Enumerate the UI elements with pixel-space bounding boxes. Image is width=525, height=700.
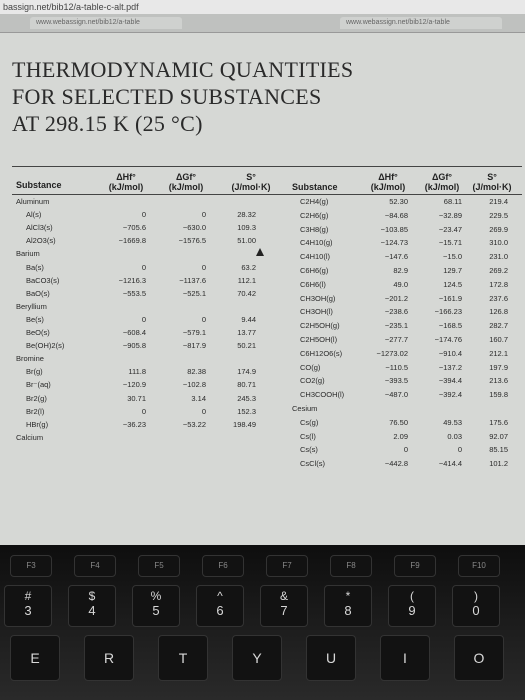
row-S: 229.5 xyxy=(489,210,508,220)
row-S: 13.77 xyxy=(237,328,256,337)
row-substance: C6H6(l) xyxy=(300,279,326,289)
row-substance: C4H10(g) xyxy=(300,238,333,248)
key-digit: 6 xyxy=(216,603,224,618)
row-substance: BeO(s) xyxy=(26,328,50,337)
row-substance: Be(s) xyxy=(26,314,44,324)
row-substance: Barium xyxy=(16,249,40,259)
row-dH: −393.5 xyxy=(384,376,408,386)
row-S: 159.8 xyxy=(489,390,508,400)
number-key[interactable] xyxy=(68,585,116,627)
key-digit: 5 xyxy=(152,603,160,618)
row-dH: 0 xyxy=(403,445,408,455)
row-substance: CH3COOH(l) xyxy=(300,390,345,400)
row-dH: 0 xyxy=(141,314,146,324)
title-line: AT 298.15 K (25 °C) xyxy=(12,111,203,136)
row-dH: −110.5 xyxy=(385,362,408,372)
row-dH: 0 xyxy=(141,210,146,220)
row-substance: CsCl(s) xyxy=(300,459,325,469)
row-dG: −1137.6 xyxy=(179,275,206,285)
row-substance: Ba(s) xyxy=(26,262,44,272)
letter-key[interactable]: T xyxy=(158,635,208,681)
row-dG: −166.23 xyxy=(434,307,462,317)
tab-bar xyxy=(0,14,525,33)
header-dH: ΔHf° xyxy=(116,172,136,182)
row-dH: −36.23 xyxy=(122,419,146,429)
table-top-rule xyxy=(12,166,522,167)
key-digit: 8 xyxy=(344,603,352,618)
header-S: S° xyxy=(246,172,256,182)
row-substance: Br2(g) xyxy=(26,393,47,403)
row-dG: −174.76 xyxy=(434,335,462,344)
row-S: 197.9 xyxy=(489,362,508,372)
key-symbol: ) xyxy=(474,589,478,603)
row-substance: HBr(g) xyxy=(26,419,49,429)
header-S-unit: (J/mol·K) xyxy=(231,182,271,192)
row-dG: 0 xyxy=(201,314,206,324)
key-symbol: $ xyxy=(88,589,96,603)
row-dH: −238.6 xyxy=(384,307,408,317)
table-header-rule xyxy=(12,194,522,195)
row-dH: −487.0 xyxy=(384,390,408,400)
row-substance: CH3OH(l) xyxy=(300,307,333,317)
row-dH: 0 xyxy=(141,262,146,272)
row-dH: −120.9 xyxy=(122,380,146,390)
row-dH: −1273.02 xyxy=(376,348,408,358)
row-dG: 0 xyxy=(201,210,206,220)
row-S: 80.71 xyxy=(237,380,256,390)
function-key[interactable]: F9 xyxy=(394,555,436,577)
row-S: 92.07 xyxy=(489,431,508,441)
row-dH: −1216.3 xyxy=(118,275,146,285)
function-key[interactable]: F5 xyxy=(138,555,180,577)
row-substance: Be(OH)2(s) xyxy=(26,341,65,351)
row-substance: C6H6(g) xyxy=(300,266,329,275)
row-substance: BaCO3(s) xyxy=(26,275,60,285)
page-title xyxy=(12,56,353,137)
row-S: 245.3 xyxy=(237,393,256,403)
header-dH-right: ΔHf° xyxy=(378,172,398,182)
function-key[interactable]: F8 xyxy=(330,555,372,577)
key-symbol: * xyxy=(345,589,351,603)
row-substance: Br(g) xyxy=(26,367,43,377)
browser-tab[interactable]: www.webassign.net/bib12/a-table xyxy=(340,17,502,29)
header-dH-unit-right: (kJ/mol) xyxy=(370,182,406,192)
row-dG: 49.53 xyxy=(443,417,462,427)
key-digit: 4 xyxy=(88,603,96,618)
key-symbol: ^ xyxy=(217,589,223,603)
key-symbol: # xyxy=(24,589,32,603)
row-S: 63.2 xyxy=(241,262,256,272)
function-key[interactable]: F4 xyxy=(74,555,116,577)
row-dG: −392.4 xyxy=(438,390,462,400)
row-dG: −394.4 xyxy=(438,376,462,386)
row-dG: −525.1 xyxy=(182,288,206,298)
row-dH: 52.30 xyxy=(389,197,408,206)
url-bar[interactable]: bassign.net/bib12/a-table-c-alt.pdf xyxy=(0,0,525,14)
header-substance: Substance xyxy=(16,180,62,190)
number-key[interactable] xyxy=(260,585,308,627)
row-S: 237.6 xyxy=(489,293,508,303)
row-S: 269.9 xyxy=(489,224,508,234)
row-substance: C3H8(g) xyxy=(300,224,329,234)
row-dG: −23.47 xyxy=(438,224,462,234)
row-S: 219.4 xyxy=(489,197,508,206)
row-S: 175.6 xyxy=(489,417,508,427)
browser-tab[interactable]: www.webassign.net/bib12/a-table xyxy=(30,17,182,29)
row-S: 152.3 xyxy=(237,406,256,416)
letter-key[interactable]: I xyxy=(380,635,430,681)
header-dH-unit: (kJ/mol) xyxy=(108,182,144,192)
title-line: FOR SELECTED SUBSTANCES xyxy=(12,84,322,109)
row-dG: 3.14 xyxy=(191,393,206,403)
row-dG: −168.5 xyxy=(438,321,462,331)
row-dG: −102.8 xyxy=(182,380,206,390)
row-substance: CO2(g) xyxy=(300,376,325,386)
row-S: 101.2 xyxy=(489,459,508,469)
row-dH: −235.1 xyxy=(384,321,408,331)
row-dG: −630.0 xyxy=(182,223,206,233)
row-dH: 30.71 xyxy=(127,393,146,403)
row-dH: 76.50 xyxy=(389,417,408,427)
function-key[interactable]: F3 xyxy=(10,555,52,577)
row-substance: C2H5OH(l) xyxy=(300,335,338,344)
laptop-keyboard xyxy=(0,545,525,700)
row-substance: C6H12O6(s) xyxy=(300,348,343,358)
letter-key[interactable]: Y xyxy=(232,635,282,681)
row-dG: −1576.5 xyxy=(178,236,206,246)
row-dG: −414.4 xyxy=(438,459,462,469)
letter-key[interactable]: E xyxy=(10,635,60,681)
row-dG: −15.0 xyxy=(443,252,462,262)
row-dH: −277.7 xyxy=(384,335,408,344)
row-S: 282.7 xyxy=(489,321,508,331)
row-substance: AlCl3(s) xyxy=(26,223,53,233)
row-substance: Br2(l) xyxy=(26,406,45,416)
row-substance: Al2O3(s) xyxy=(26,236,56,246)
function-key[interactable]: F7 xyxy=(266,555,308,577)
row-S: 126.8 xyxy=(489,307,508,317)
row-substance: Br⁻(aq) xyxy=(26,380,51,390)
row-dH: 0 xyxy=(141,406,146,416)
row-substance: BaO(s) xyxy=(26,288,50,298)
row-dG: 0 xyxy=(457,445,462,455)
row-dH: −147.6 xyxy=(384,252,408,262)
row-S: 50.21 xyxy=(237,341,256,351)
key-symbol: % xyxy=(150,589,162,603)
row-S: 231.0 xyxy=(489,252,508,262)
row-dG: −15.71 xyxy=(438,238,462,248)
row-dH: −905.8 xyxy=(122,341,146,351)
row-dH: −201.2 xyxy=(384,293,408,303)
header-S-right: S° xyxy=(487,172,497,182)
letter-key[interactable]: R xyxy=(84,635,134,681)
row-S: 174.9 xyxy=(237,367,256,377)
key-digit: 3 xyxy=(24,603,32,618)
row-dG: 68.11 xyxy=(443,197,462,206)
row-dG: 124.5 xyxy=(443,279,462,289)
header-S-unit-right: (J/mol·K) xyxy=(472,182,512,192)
row-dG: −32.89 xyxy=(438,210,462,220)
row-dG: −817.9 xyxy=(182,341,206,351)
row-S: 160.7 xyxy=(489,335,508,344)
row-dH: −103.85 xyxy=(380,224,408,234)
row-dH: −124.73 xyxy=(380,238,408,248)
row-dH: 82.9 xyxy=(393,266,408,275)
function-key[interactable]: F6 xyxy=(202,555,244,577)
row-dH: 2.09 xyxy=(393,431,408,441)
function-key[interactable]: F10 xyxy=(458,555,500,577)
number-key[interactable] xyxy=(196,585,244,627)
header-dG-unit: (kJ/mol) xyxy=(168,182,204,192)
row-S: 70.42 xyxy=(237,288,256,298)
row-dG: 0 xyxy=(201,406,206,416)
key-digit: 7 xyxy=(280,603,288,618)
row-S: 85.15 xyxy=(489,445,508,455)
row-substance: Cs(l) xyxy=(300,431,316,441)
row-S: 112.1 xyxy=(237,275,256,285)
row-S: 310.0 xyxy=(489,238,508,248)
key-digit: 0 xyxy=(472,603,480,618)
row-dG: −161.9 xyxy=(438,293,462,303)
number-key[interactable] xyxy=(132,585,180,627)
row-substance: CO(g) xyxy=(300,362,321,372)
number-key[interactable] xyxy=(324,585,372,627)
row-dG: −137.2 xyxy=(438,362,462,372)
row-substance: C4H10(l) xyxy=(300,252,331,262)
row-substance: Cesium xyxy=(292,404,318,413)
row-substance: Aluminum xyxy=(16,197,50,206)
row-S: 269.2 xyxy=(489,266,508,275)
row-S: 198.49 xyxy=(233,419,256,429)
row-dG: 129.7 xyxy=(443,266,462,275)
number-key[interactable] xyxy=(4,585,52,627)
row-dG: 0.03 xyxy=(447,431,462,441)
row-substance: Cs(s) xyxy=(300,445,318,455)
row-S: 213.6 xyxy=(489,376,508,386)
row-dH: 111.8 xyxy=(128,367,146,377)
row-S: 212.1 xyxy=(489,348,508,358)
row-substance: Cs(g) xyxy=(300,417,319,427)
row-S: 172.8 xyxy=(489,279,508,289)
row-substance: CH3OH(g) xyxy=(300,293,336,303)
row-dH: −608.4 xyxy=(122,328,146,337)
letter-key[interactable]: U xyxy=(306,635,356,681)
mouse-cursor-icon xyxy=(256,248,264,256)
row-S: 51.00 xyxy=(237,236,256,246)
header-dG-unit-right: (kJ/mol) xyxy=(424,182,460,192)
header-dG: ΔGf° xyxy=(175,172,197,182)
row-substance: Bromine xyxy=(16,354,44,364)
row-substance: Al(s) xyxy=(26,210,42,220)
row-dH: 49.0 xyxy=(393,279,408,289)
row-S: 28.32 xyxy=(237,210,256,220)
row-dG: 82.38 xyxy=(187,367,206,377)
row-dG: −579.1 xyxy=(182,328,206,337)
number-key[interactable] xyxy=(388,585,436,627)
row-dH: −84.68 xyxy=(384,210,408,220)
key-digit: 9 xyxy=(408,603,416,618)
row-dH: −705.6 xyxy=(122,223,146,233)
row-dH: −553.5 xyxy=(122,288,146,298)
row-dH: −442.8 xyxy=(384,459,408,469)
row-S: 9.44 xyxy=(241,314,256,324)
title-line: THERMODYNAMIC QUANTITIES xyxy=(12,57,354,82)
row-substance: Beryllium xyxy=(16,301,47,311)
row-substance: C2H6(g) xyxy=(300,210,329,220)
letter-key[interactable]: O xyxy=(454,635,504,681)
number-key[interactable] xyxy=(452,585,500,627)
row-dH: −1669.8 xyxy=(118,236,146,246)
row-S: 109.3 xyxy=(237,223,256,233)
row-dG: −53.22 xyxy=(182,419,206,429)
header-substance-right: Substance xyxy=(292,182,338,192)
row-substance: Calcium xyxy=(16,432,44,442)
header-dG-right: ΔGf° xyxy=(431,172,453,182)
key-symbol: ( xyxy=(410,589,414,603)
row-substance: C2H4(g) xyxy=(300,197,329,206)
key-symbol: & xyxy=(279,589,288,603)
row-dG: −910.4 xyxy=(438,348,462,358)
row-dG: 0 xyxy=(201,262,206,272)
row-substance: C2H5OH(g) xyxy=(300,321,340,331)
